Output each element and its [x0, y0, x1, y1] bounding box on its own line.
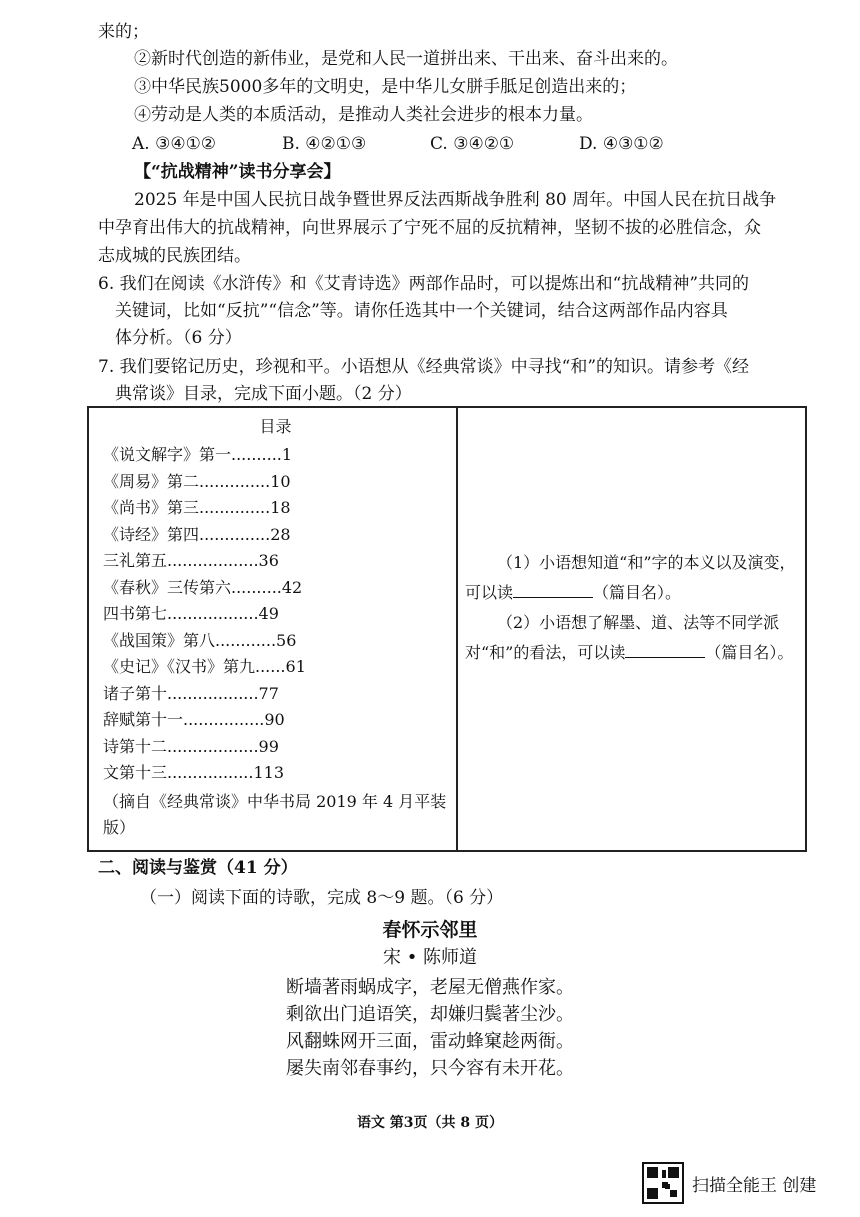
toc-title: 目录: [259, 417, 292, 436]
toc-item: 《周易》第二..............10: [103, 471, 291, 491]
subquestion-1: [465, 548, 797, 608]
answer-blank-2[interactable]: [625, 641, 705, 658]
poem-line-3: 风翻蛛网开三面，雷动蜂窠趁两衙。: [286, 1031, 574, 1052]
poem-line-1: 断墙著雨蜗成字，老屋无僧燕作家。: [286, 977, 574, 998]
poem-line-4: 屡失南邻春事约，只今容有未开花。: [286, 1058, 574, 1079]
paragraph-line-2: 中孕育出伟大的抗战精神，向世界展示了宁死不屈的反抗精神，坚韧不拔的必胜信念，众: [98, 218, 761, 238]
question-7-subquestions: [465, 548, 797, 668]
subquestion-2-text: （2）小语想了解墨、道、法等不同学派对“和”的看法，可以读: [465, 613, 780, 662]
part-2-title: 二、阅读与鉴赏（41 分）: [98, 858, 298, 878]
part-2-subtitle: （一）阅读下面的诗歌，完成 8～9 题。（6 分）: [140, 888, 504, 908]
qr-code-icon: [642, 1162, 684, 1204]
paragraph-line-3: 志成城的民族团结。: [98, 246, 251, 266]
answer-blank-1[interactable]: [513, 581, 593, 598]
intro-line-3: ③中华民族5000多年的文明史，是中华儿女胼手胝足创造出来的；: [134, 77, 637, 97]
question-6-line-2: 关键词，比如“反抗”“信念”等。请你任选其中一个关键词，结合这两部作品内容具: [115, 301, 728, 321]
section-title: 【“抗战精神”读书分享会】: [134, 162, 341, 182]
watermark-text: 扫描全能王 创建: [692, 1175, 817, 1196]
subquestion-1-suffix: （篇目名）。: [593, 583, 682, 602]
toc-table: [87, 406, 807, 852]
subquestion-1-text: （1）小语想知道“和”字的本义以及演变，可以读: [465, 553, 796, 602]
option-b: B. ④②①③: [282, 134, 367, 154]
intro-line-4: ④劳动是人类的本质活动，是推动人类社会进步的根本力量。: [134, 105, 593, 125]
toc-list: [103, 414, 448, 841]
option-c: C. ③④②①: [430, 134, 515, 154]
table-divider: [456, 408, 458, 850]
scanner-watermark: [642, 1160, 816, 1206]
toc-item: 《春秋》三传第六..........42: [103, 577, 303, 597]
question-7-line-1: 7. 我们要铭记历史，珍视和平。小语想从《经典常谈》中寻找“和”的知识。请参考《经: [98, 357, 750, 377]
question-7-line-2: 典常谈》目录，完成下面小题。（2 分）: [115, 384, 412, 404]
option-a: A. ③④①②: [132, 134, 217, 154]
question-6-line-1: 6. 我们在阅读《水浒传》和《艾青诗选》两部作品时，可以提炼出和“抗战精神”共同的: [98, 274, 750, 294]
toc-item: 《战国策》第八............56: [103, 630, 297, 650]
toc-item: 诸子第十..................77: [103, 683, 279, 703]
poem-line-2: 剩欲出门追语笑，却嫌归鬓著尘沙。: [286, 1004, 574, 1025]
toc-item: 《诗经》第四..............28: [103, 524, 291, 544]
option-d: D. ④③①②: [579, 134, 664, 154]
question-6-line-3: 体分析。（6 分）: [115, 328, 242, 348]
toc-item: 诗第十二..................99: [103, 736, 279, 756]
subquestion-2: [465, 608, 797, 668]
toc-source-note: （摘自《经典常谈》中华书局 2019 年 4 月平装版）: [103, 791, 447, 837]
toc-item: 文第十三.................113: [103, 763, 285, 782]
poem-author: 宋 • 陈师道: [382, 947, 478, 968]
toc-item: 《尚书》第三..............18: [103, 498, 291, 517]
subquestion-2-suffix: （篇目名）。: [705, 643, 794, 662]
toc-item: 《史记》《汉书》第九......61: [103, 657, 306, 676]
poem-title: 春怀示邻里: [382, 919, 478, 941]
toc-item: 《说文解字》第一..........1: [103, 445, 293, 464]
toc-item: 三礼第五..................36: [103, 551, 279, 570]
toc-item: 辞赋第十一................90: [103, 710, 285, 729]
paragraph-line-1: 2025 年是中国人民抗日战争暨世界反法西斯战争胜利 80 周年。中国人民在抗日战争: [134, 190, 777, 210]
toc-item: 四书第七..................49: [103, 604, 279, 623]
intro-line-2: ②新时代创造的新伟业，是党和人民一道拼出来、干出来、奋斗出来的。: [134, 49, 678, 69]
page-footer: 语文 第3页（共 8 页）: [356, 1115, 504, 1131]
intro-line-1: 来的；: [98, 22, 149, 42]
